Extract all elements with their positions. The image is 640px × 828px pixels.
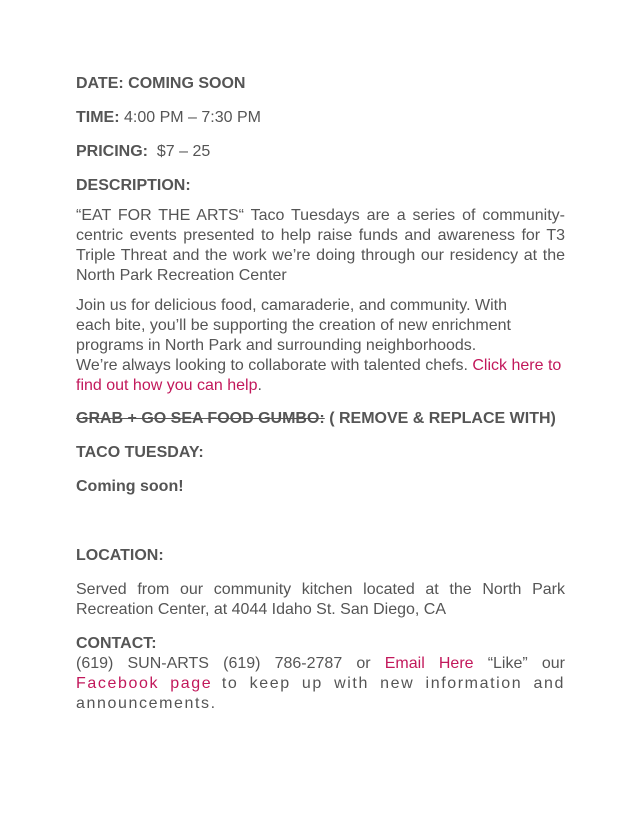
- time-label: TIME:: [76, 109, 120, 126]
- gumbo-replace-note: ( REMOVE & REPLACE WITH): [324, 410, 556, 427]
- location-heading: LOCATION:: [76, 547, 164, 564]
- date-heading: DATE: COMING SOON: [76, 75, 246, 92]
- join-line-2: each bite, you’ll be supporting the creation of new enrichment: [76, 317, 511, 334]
- taco-tuesday-heading: TACO TUESDAY:: [76, 444, 204, 461]
- join-paragraph: [76, 296, 565, 396]
- join-line-4: [76, 356, 565, 396]
- facebook-link[interactable]: Facebook page: [76, 675, 213, 692]
- description-heading: DESCRIPTION:: [76, 177, 191, 194]
- description-paragraph: “EAT FOR THE ARTS“ Taco Tuesdays are a series of community-centric events presented to help raise funds and awareness for T3 Triple Threat and the work we’re doing through our residency at the North Park Recreation Center: [76, 207, 565, 284]
- gumbo-struck-text: GRAB + GO SEA FOOD GUMBO:: [76, 410, 325, 427]
- join-line-1: Join us for delicious food, camaraderie, and community. With: [76, 297, 508, 314]
- pricing-value: $7 – 25: [156, 143, 211, 160]
- pricing-label: PRICING:: [76, 143, 148, 160]
- gumbo-line: [76, 409, 565, 429]
- like-text: “Like” our: [487, 655, 565, 672]
- contact-phone: (619) SUN-ARTS (619) 786-2787 or: [76, 655, 371, 672]
- time-value: 4:00 PM – 7:30 PM: [124, 109, 261, 126]
- contact-followup: to keep up with new information and announcements.: [76, 675, 565, 712]
- location-paragraph: Served from our community kitchen located at the North Park Recreation Center, at 4044 Idaho St. San Diego, CA: [76, 581, 565, 618]
- contact-paragraph: [76, 654, 565, 714]
- join-collab-text: We’re always looking to collaborate with talented chefs.: [76, 357, 468, 374]
- taco-status: Coming soon!: [76, 478, 184, 495]
- email-link[interactable]: Email Here: [384, 655, 474, 672]
- join-line-3: programs in North Park and surrounding neighborhoods.: [76, 337, 477, 354]
- event-page: [76, 74, 565, 714]
- join-period: .: [257, 377, 262, 394]
- contact-heading: CONTACT:: [76, 635, 157, 652]
- help-link[interactable]: Click here to find out how you can help: [76, 357, 562, 394]
- pricing-line: [76, 142, 565, 162]
- time-line: [76, 108, 565, 128]
